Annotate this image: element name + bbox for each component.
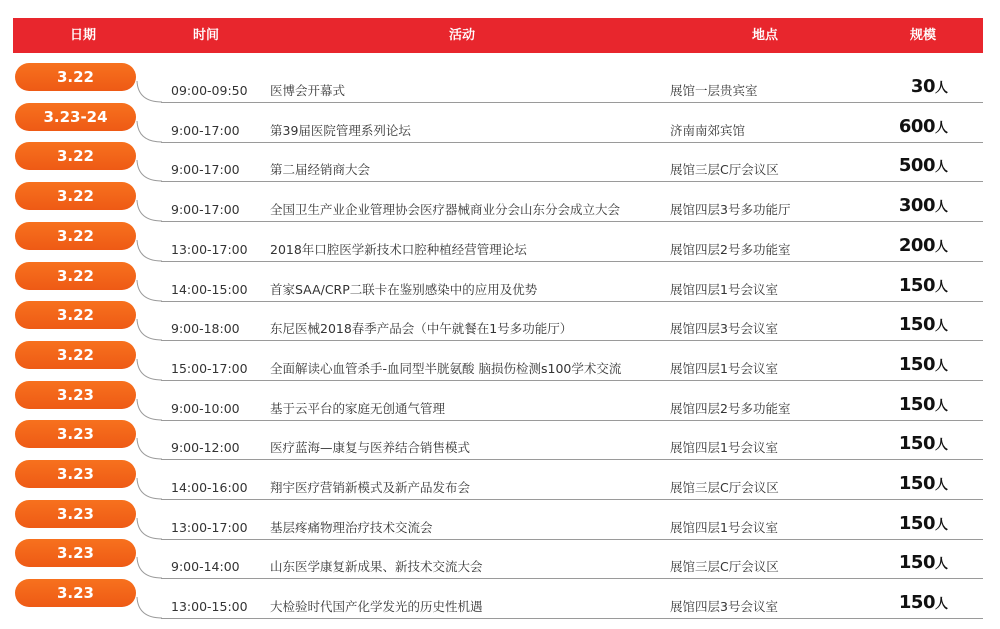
date-badge: 3.23-24 [15,103,136,131]
scale-count: 300 [898,195,935,217]
date-badge: 3.23 [15,500,136,528]
scale-count: 150 [898,353,935,375]
scale-unit: 人 [934,438,948,454]
scale-unit: 人 [934,319,948,335]
cell-time: 13:00-17:00 [171,241,248,257]
cell-scale [870,433,948,457]
table-row [0,139,1000,179]
cell-time: 14:00-15:00 [171,281,248,297]
cell-location: 展馆四层2号多功能室 [670,241,791,257]
scale-count: 150 [898,393,935,415]
table-row [0,536,1000,576]
cell-time: 9:00-18:00 [171,321,240,337]
cell-time: 13:00-15:00 [171,599,248,615]
table-row [0,497,1000,537]
cell-scale [870,394,948,418]
scale-unit: 人 [934,597,948,613]
cell-time: 9:00-17:00 [171,122,240,138]
cell-scale [870,76,948,100]
date-badge: 3.22 [15,142,136,170]
table-row [0,378,1000,418]
scale-unit: 人 [934,398,948,414]
scale-count: 150 [898,552,935,574]
cell-activity: 基层疼痛物理治疗技术交流会 [270,519,433,535]
scale-count: 150 [898,314,935,336]
cell-time: 9:00-14:00 [171,559,240,575]
cell-time: 9:00-17:00 [171,162,240,178]
row-divider [161,618,983,619]
cell-activity: 山东医学康复新成果、新技术交流大会 [270,559,483,575]
date-badge: 3.23 [15,420,136,448]
cell-activity: 2018年口腔医学新技术口腔种植经营管理论坛 [270,241,527,257]
date-badge: 3.22 [15,262,136,290]
cell-activity: 第39届医院管理系列论坛 [270,122,411,138]
table-row [0,100,1000,140]
scale-unit: 人 [934,557,948,573]
cell-activity: 全面解读心血管杀手-血同型半胱氨酸 脑损伤检测s100学术交流 [270,360,622,376]
cell-scale [870,195,948,219]
date-badge: 3.23 [15,579,136,607]
date-badge: 3.23 [15,460,136,488]
cell-activity: 医博会开幕式 [270,83,346,98]
cell-location: 展馆三层C厅会议区 [670,559,779,575]
scale-unit: 人 [934,239,948,255]
date-badge: 3.23 [15,539,136,567]
scale-count: 150 [898,274,935,296]
cell-activity: 医疗蓝海—康复与医养结合销售模式 [270,440,471,456]
cell-activity: 东尼医械2018春季产品会（中午就餐在1号多功能厅） [270,321,573,337]
cell-activity: 首家SAA/CRP二联卡在鉴别感染中的应用及优势 [270,281,538,297]
table-row [0,457,1000,497]
scale-unit: 人 [934,200,948,216]
scale-unit: 人 [934,517,948,533]
scale-unit: 人 [934,279,948,295]
scale-count: 600 [898,115,935,137]
cell-location: 展馆四层1号会议室 [670,360,778,376]
scale-count: 150 [898,512,935,534]
cell-scale [870,354,948,378]
scale-unit: 人 [934,81,948,96]
scale-count: 200 [898,234,935,256]
cell-scale [870,235,948,259]
cell-scale [870,592,948,616]
table-row [0,60,1000,100]
table-row [0,338,1000,378]
cell-activity: 基于云平台的家庭无创通气管理 [270,400,446,416]
cell-location: 展馆一层贵宾室 [670,83,758,98]
cell-location: 展馆四层2号多功能室 [670,400,791,416]
header-activity: 活动 [448,28,476,43]
cell-activity: 翔宇医疗营销新模式及新产品发布会 [270,480,471,495]
cell-activity: 全国卫生产业企业管理协会医疗器械商业分会山东分会成立大会 [270,202,621,218]
table-row [0,298,1000,338]
cell-time: 14:00-16:00 [171,480,248,495]
cell-time: 15:00-17:00 [171,360,248,376]
header-scale: 规模 [909,28,937,43]
header-time: 时间 [192,28,220,43]
cell-scale [870,275,948,299]
table-row [0,259,1000,299]
date-badge: 3.23 [15,381,136,409]
cell-activity: 大检验时代国产化学发光的历史性机遇 [270,599,483,615]
cell-scale [870,552,948,576]
cell-location: 展馆三层C厅会议区 [670,480,779,495]
scale-count: 150 [898,433,935,455]
cell-scale [870,155,948,179]
cell-location: 展馆四层3号多功能厅 [670,202,791,218]
scale-unit: 人 [934,160,948,176]
date-badge: 3.22 [15,182,136,210]
cell-time: 9:00-17:00 [171,202,240,218]
cell-location: 展馆四层1号会议室 [670,281,778,297]
header-date: 日期 [69,28,97,43]
connector-line [136,597,162,619]
cell-scale [870,116,948,140]
cell-location: 展馆三层C厅会议区 [670,162,779,178]
cell-location: 济南南郊宾馆 [670,122,746,138]
scale-count: 150 [898,473,935,494]
scale-count: 30 [910,76,935,97]
cell-location: 展馆四层1号会议室 [670,440,778,456]
cell-time: 9:00-12:00 [171,440,240,456]
cell-time: 13:00-17:00 [171,519,248,535]
cell-scale [870,473,948,497]
cell-scale [870,513,948,537]
cell-time: 9:00-10:00 [171,400,240,416]
cell-location: 展馆四层1号会议室 [670,519,778,535]
scale-unit: 人 [934,478,948,493]
table-row [0,219,1000,259]
cell-location: 展馆四层3号会议室 [670,599,778,615]
scale-unit: 人 [934,358,948,374]
date-badge: 3.22 [15,341,136,369]
table-row [0,179,1000,219]
scale-unit: 人 [934,120,948,136]
date-badge: 3.22 [15,301,136,329]
cell-time: 09:00-09:50 [171,83,248,98]
table-row [0,576,1000,616]
scale-count: 150 [898,592,935,614]
table-row [0,417,1000,457]
header-location: 地点 [751,28,779,43]
scale-count: 500 [898,155,935,177]
date-badge: 3.22 [15,63,136,91]
cell-activity: 第二届经销商大会 [270,162,371,178]
cell-scale [870,314,948,338]
cell-location: 展馆四层3号会议室 [670,321,778,337]
date-badge: 3.22 [15,222,136,250]
